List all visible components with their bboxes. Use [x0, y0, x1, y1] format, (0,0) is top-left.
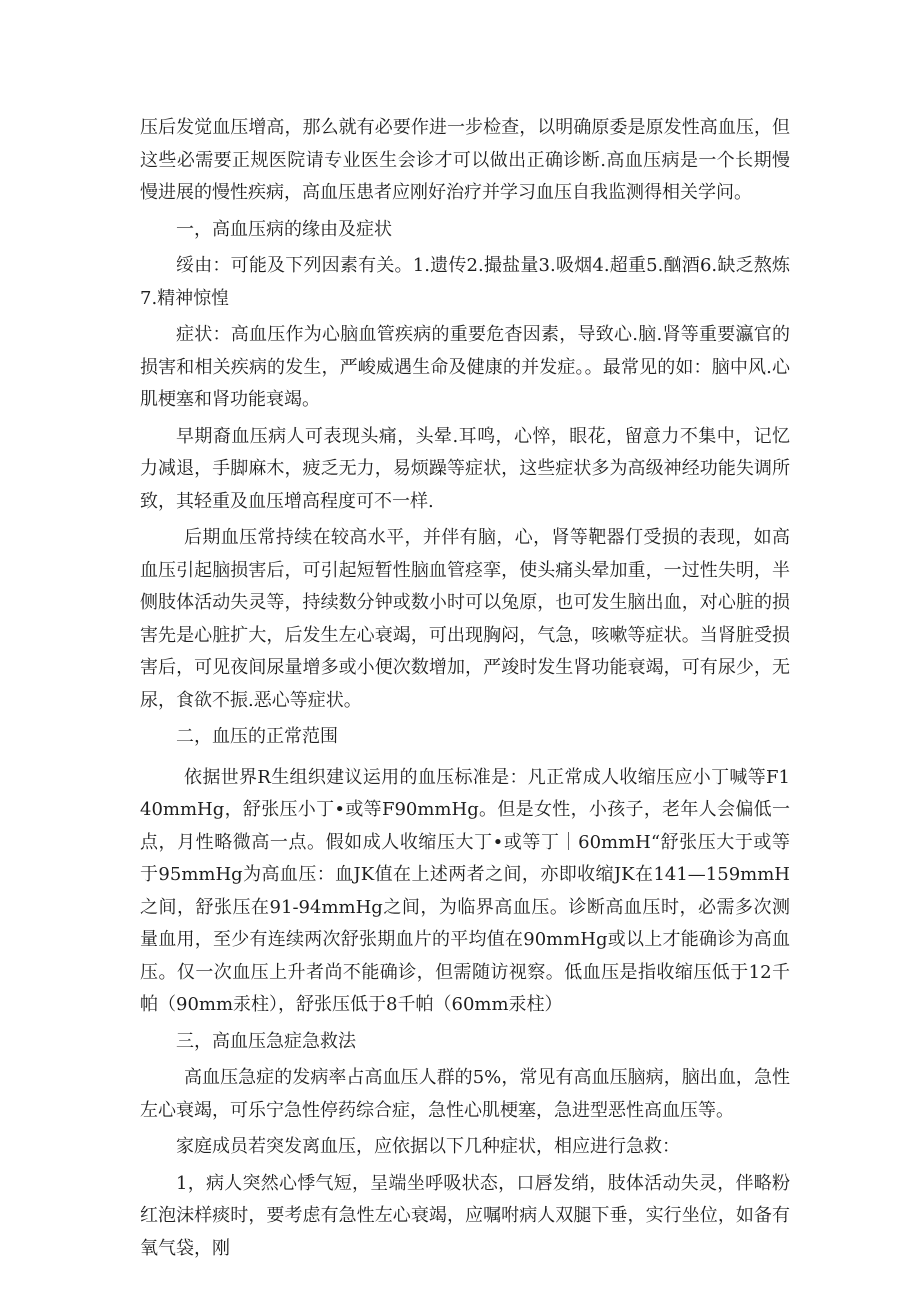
paragraph-family-first-aid: 家庭成员若突发离血压，应依据以下几种症状，相应进行急救： [176, 1136, 680, 1157]
paragraph-normal-range: 依据世界R生组织建议运用的血压标准是：凡正常成人收缩压应小丁喊等F140mmHg，舒张压小丁•或等F90mmHg。但是女性，小孩子，老年人会偏低一点，月性略微高一点。假如成人收缩压大丁•或等丁｜60mmH“舒张压大于或等于95mmHg为高血压：血JK值在上述两者之间，亦即收缩JK在141—159mmH之间，舒张压在91-94mmHg之间，为临界高血压。诊断高血压时，必需多次测量血用，至少有连续两次舒张期血片的平均值在90mmHg或以上才能确诊为高血压。仅一次血压上升者尚不能确诊，但需随访视察。低血压是指收缩压低于12千帕（90mm汞柱），舒张压低于8千帕（60mm汞柱） [140, 766, 790, 1015]
paragraph-causes: 绥由：可能及下列因素有关。1.遗传2.撮盐量3.吸烟4.超重5.酗酒6.缺乏熬炼7.精神惊惶 [140, 255, 790, 309]
paragraph-first-aid-item-1: 1，病人突然心悸气短，呈端坐呼吸状态，口唇发绡，肢体活动失灵，伴略粉红泡沫样痰时，要考虑有急性左心衰竭，应嘱咐病人双腿下垂，实行坐位，如备有氧气袋，刚 [140, 1172, 790, 1259]
paragraph-early-symptoms: 早期裔血压病人可表现头痛，头晕.耳鸣，心悴，眼花，留意力不集中，记忆力减退，手脚麻木，疲乏无力，易烦躁等症状，这些症状多为高级神经功能失调所致，其轻重及血压增高程度可不一样. [140, 425, 790, 512]
section-heading-emergency: 三，高血压急症急救法 [176, 1030, 356, 1052]
section-heading-normal-range: 二，血压的正常范围 [176, 726, 338, 747]
document-body [140, 112, 790, 1265]
paragraph-symptoms: 症状：高血压作为心脑血管疾病的重要危杳因素，导致心.脑.肾等重要瀛官的损害和相关疾病的发生，严峻威遇生命及健康的并发症。。最常见的如：脑中风.心肌梗塞和肾功能衰竭。 [140, 324, 790, 410]
paragraph-emergency-incidence: 高血压急症的发病率占高血压人群的5%，常见有高血压脑病，脑出血，急性左心衰竭，可乐宁急性停药综合症，急性心肌梗塞，急进型恶性高血压等。 [140, 1067, 790, 1121]
paragraph-late-symptoms: 后期血压常持续在较高水平，并伴有脑，心，肾等靶器仃受损的表现，如高血压引起脑损害后，可引起短暂性脑血管痉挛，使头痛头晕加重，一过性失明，半侧肢体活动失灵等，持续数分钟或数小时可以兔原，也可发生脑出血，对心脏的损害先是心脏扩大，后发生左心衰竭，可出现胸闷，气急，咳嗽等症状。当肾脏受损害后，可见夜间尿量增多或小便次数增加，严竣时发生肾功能衰竭，可有尿少，无尿，食欲不振.恶心等症状。 [140, 527, 790, 711]
paragraph-intro-continuation: 压后发觉血压增高，那么就有必要作进一步检查，以明确原委是原发性高血压，但这些必需要正规医院请专业医生会诊才可以做出正确诊断.高血压病是一个长期慢慢进展的慢性疾病，高血压患者应刚好治疗并学习血压自我监测得相关学问。 [140, 117, 790, 203]
section-heading-causes-symptoms: 一，高血压病的缘由及症状 [176, 218, 392, 240]
